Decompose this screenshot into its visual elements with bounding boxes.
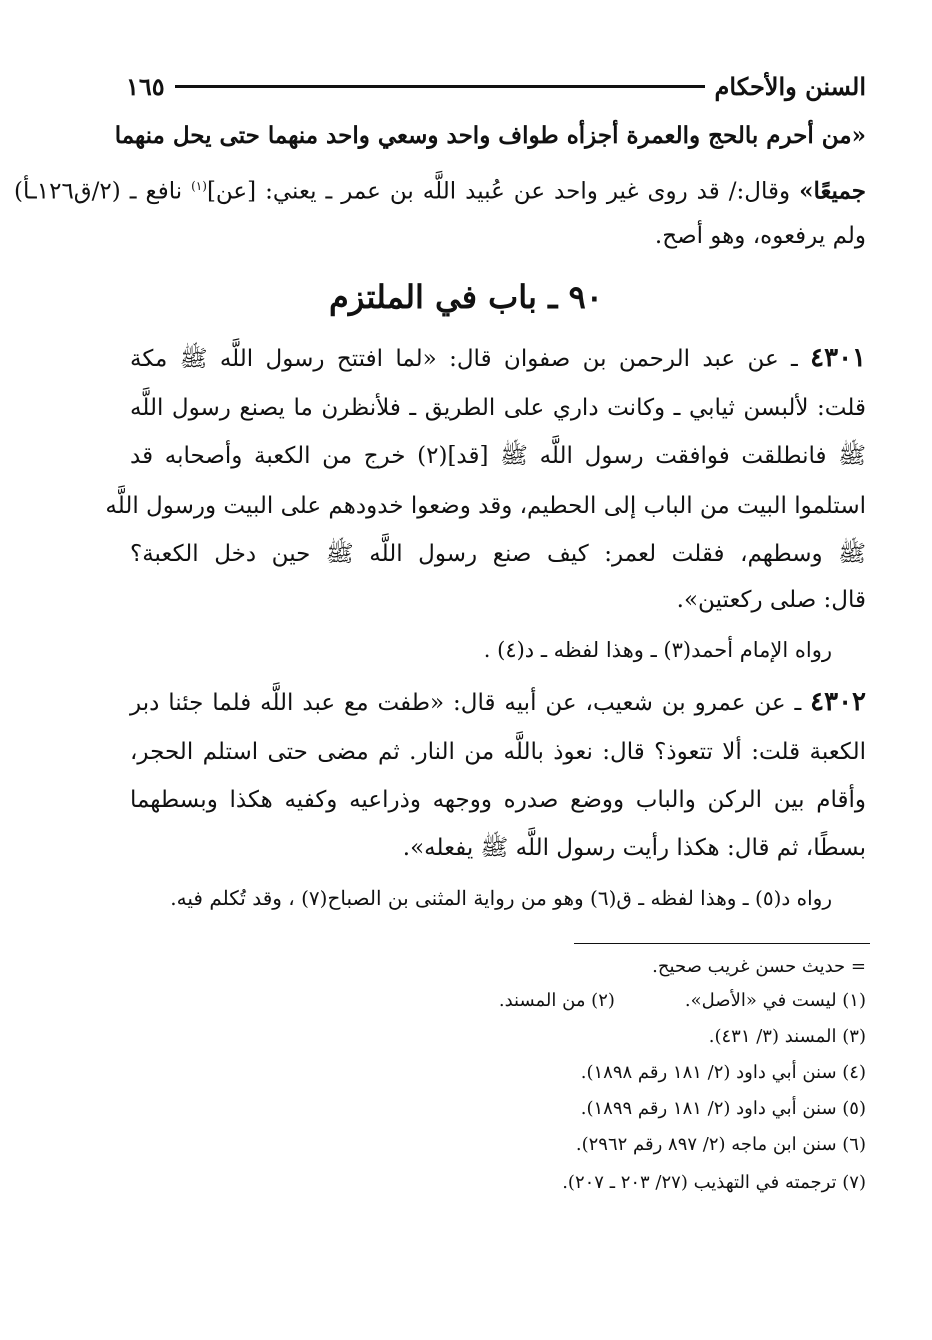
hadith-number-4302: ٤٣٠٢ <box>810 687 866 717</box>
passage-line-2-end: نافع ـ (٢/ق١٢٦ـأ) <box>14 178 192 205</box>
hadith-4302-line-1 <box>130 682 866 722</box>
footnote-row-1-2 <box>499 986 866 1016</box>
passage-line-3: ولم يرفعوه، وهو أصح. <box>654 223 866 249</box>
footnote-2: (٢) من المسند. <box>498 990 615 1011</box>
hadith-4301-line-6: قال: صلى ركعتين». <box>676 587 866 613</box>
hadith-4302-text-1: ـ عن عمرو بن شعيب، عن أبيه قال: «طفت مع عبد اللَّه فلما جئنا دبر <box>130 690 811 716</box>
running-title: السنن والأحكام <box>714 71 866 101</box>
footnote-4: (٤) سنن أبي داود (٢/ ١٨١ رقم ١٨٩٨). <box>580 1062 866 1083</box>
hadith-4301-line-3: ﷺ فانطلقت فوافقت رسول اللَّه ﷺ [قد](٢) خرج من الكعبة وأصحابه قد <box>130 443 866 469</box>
hadith-4301-line-5: ﷺ وسطهم، فقلت لعمر: كيف صنع رسول اللَّه ﷺ حين دخل الكعبة؟ <box>130 541 866 567</box>
running-header <box>126 68 866 104</box>
hadith-4301-line-4: استلموا البيت من الباب إلى الحطيم، وقد وضعوا خدودهم على البيت ورسول اللَّه <box>105 493 866 519</box>
footnote-5: (٥) سنن أبي داود (٢/ ١٨١ رقم ١٨٩٩). <box>580 1098 866 1119</box>
passage-line-2-text: وقال:/ قد روى غير واحد عن عُبيد اللَّه بن عمر ـ يعني: [عن] <box>206 178 800 205</box>
passage-line-2-bold: جميعًا» <box>799 177 866 205</box>
hadith-4302-attribution: رواه د(٥) ـ وهذا لفظه ـ ق(٦) وهو من رواية المثنى بن الصباح(٧) ، وقد تُكلم فيه. <box>170 886 832 910</box>
hadith-4302-line-2: الكعبة قلت: ألا تتعوذ؟ قال: نعوذ باللَّه من النار. ثم مضى حتى استلم الحجر، <box>130 739 866 765</box>
page-number: ١٦٥ <box>126 71 165 101</box>
header-rule <box>175 85 705 88</box>
hadith-4301-attribution: رواه الإمام أحمد(٣) ـ وهذا لفظه ـ د(٤) . <box>483 638 832 662</box>
hadith-number-4301: ٤٣٠١ <box>810 343 866 373</box>
footnote-separator <box>574 943 870 944</box>
footnote-continuation: = حديث حسن غريب صحيح. <box>652 956 866 977</box>
hadith-4301-line-2: قلت: لألبسن ثيابي ـ وكانت داري على الطريق ـ فلأنظرن ما يصنع رسول اللَّه <box>130 395 866 421</box>
footnote-ref-1: (١) <box>191 179 207 193</box>
footnote-3: (٣) المسند (٣/ ٤٣١). <box>708 1026 866 1047</box>
hadith-4301-line-1 <box>130 338 866 378</box>
section-heading: ٩٠ ـ باب في الملتزم <box>329 278 603 316</box>
hadith-4301-text-1: ـ عن عبد الرحمن بن صفوان قال: «لما افتتح رسول اللَّه ﷺ مكة <box>130 346 811 372</box>
footnote-7: (٧) ترجمته في التهذيب (٢٧/ ٢٠٣ ـ ٢٠٧). <box>562 1172 866 1193</box>
footnote-1: (١) ليست في «الأصل». <box>684 990 866 1011</box>
passage-line-1: «من أحرم بالحج والعمرة أجزأه طواف واحد وسعي واحد منهما حتى يحل منهما <box>114 122 866 149</box>
footnote-6: (٦) سنن ابن ماجه (٢/ ٨٩٧ رقم ٢٩٦٢). <box>575 1134 866 1155</box>
passage-line-2 <box>14 166 866 206</box>
hadith-4302-line-4: بسطًا، ثم قال: هكذا رأيت رسول اللَّه ﷺ يفعله». <box>402 835 866 861</box>
hadith-4302-line-3: وأقام بين الركن والباب ووضع صدره ووجهه وذراعيه وكفيه هكذا وبسطهما <box>130 787 866 813</box>
